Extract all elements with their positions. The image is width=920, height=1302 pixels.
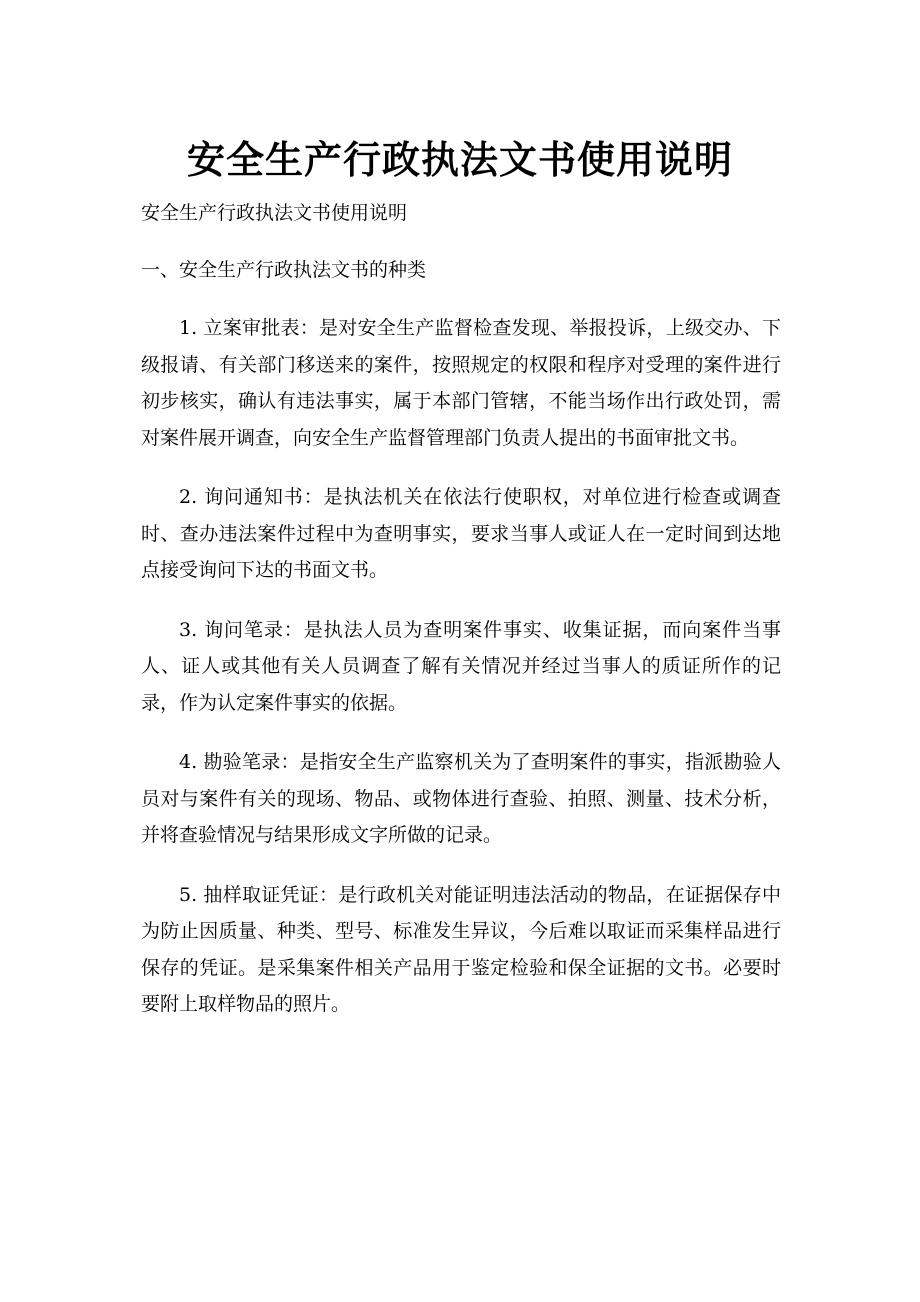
page-title: 安全生产行政执法文书使用说明 xyxy=(186,137,733,183)
document-subtitle: 安全生产行政执法文书使用说明 xyxy=(141,202,408,224)
paragraph-filing-approval-form: 1. 立案审批表：是对安全生产监督检查发现、举报投诉，上级交办、下级报请、有关部门移送来的案件，按照规定的权限和程序对受理的案件进行初步核实，确认有违法事实，属于本部门管辖，不能当场作出行政处罚，需对案件展开调查，向安全生产监督管理部门负责人提出的书面审批文书。 xyxy=(141,317,781,449)
paragraph-inquiry-notice: 2. 询问通知书：是执法机关在依法行使职权，对单位进行检查或调查时、查办违法案件过程中为查明事实，要求当事人或证人在一定时间到达地点接受询问下达的书面文书。 xyxy=(141,486,781,581)
paragraph-inspection-record: 4. 勘验笔录：是指安全生产监察机关为了查明案件的事实，指派勘验人员对与案件有关的现场、物品、或物体进行查验、拍照、测量、技术分析，并将查验情况与结果形成文字所做的记录。 xyxy=(141,751,781,846)
paragraph-inquiry-record: 3. 询问笔录：是执法人员为查明案件事实、收集证据，而向案件当事人、证人或其他有关人员调查了解有关情况并经过当事人的质证所作的记录，作为认定案件事实的依据。 xyxy=(141,618,781,714)
document-body xyxy=(141,196,781,1023)
paragraph-sampling-voucher: 5. 抽样取证凭证：是行政机关对能证明违法活动的物品，在证据保存中为防止因质量、种类、型号、标准发生异议，今后难以取证而采集样品进行保存的凭证。是采集案件相关产品用于鉴定检验和保全证据的文书。必要时要附上取样物品的照片。 xyxy=(141,883,781,1015)
section-heading: 一、安全生产行政执法文书的种类 xyxy=(141,259,427,281)
